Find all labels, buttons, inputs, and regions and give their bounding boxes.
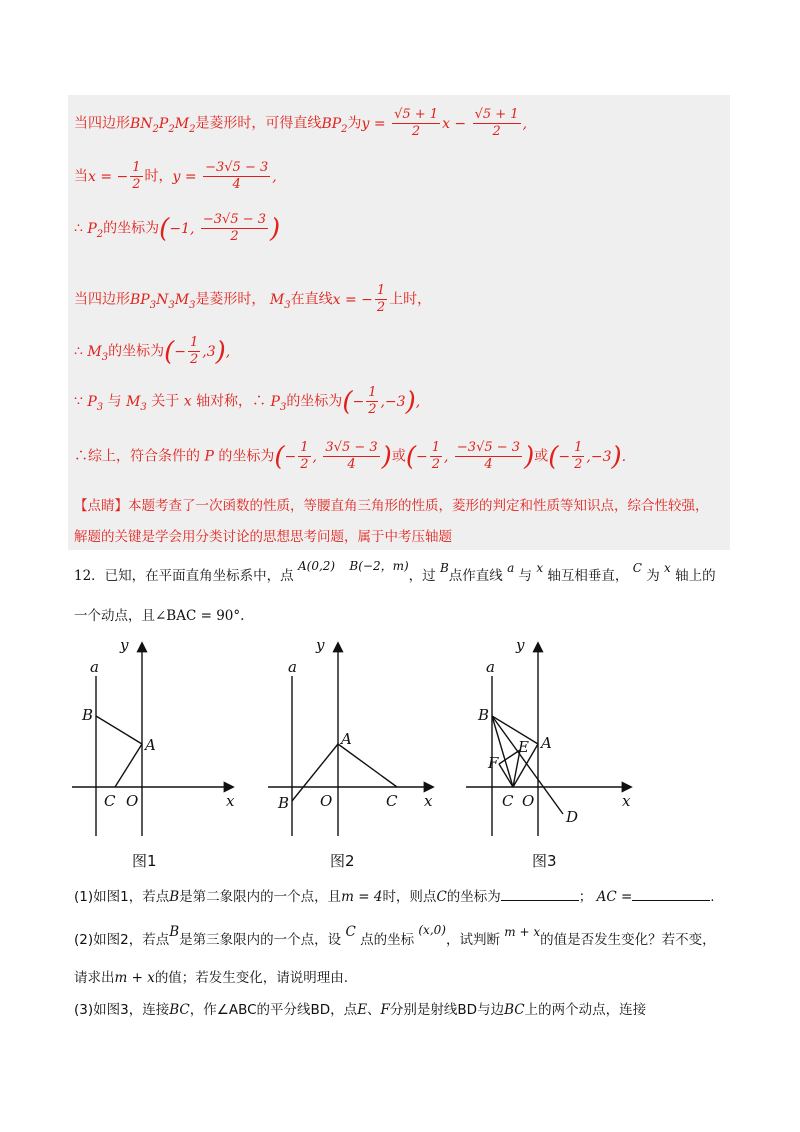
svg-text:C: C bbox=[104, 792, 116, 810]
svg-text:a: a bbox=[90, 658, 99, 676]
answer-blank-2[interactable] bbox=[632, 888, 710, 901]
solution-line-1: 当四边形$BN_2P_2M_2$是菱形时，可得直线$BP_2$为y = $\frac{√5 + 1}{2}$ x − $\frac{√5 + 1}{2}$ , bbox=[74, 107, 528, 139]
comment-line-2: 解题的关键是学会用分类讨论的思想思考问题，属于中考压轴题 bbox=[74, 529, 452, 545]
svg-text:x: x bbox=[424, 792, 433, 810]
question-line-1: 12．已知，在平面直角坐标系中，点 A(0,2) B(−2，m)，过 B点作直线 a 与 x 轴互相垂直， C 为 x 轴上的 bbox=[74, 559, 716, 584]
solution-line-5: ∴ $M_3$的坐标为(− $\frac{1}{2}$ ,3), bbox=[74, 335, 231, 367]
svg-text:C: C bbox=[502, 792, 514, 810]
svg-text:A: A bbox=[541, 734, 552, 752]
svg-text:B: B bbox=[278, 794, 290, 812]
svg-text:y: y bbox=[316, 636, 325, 654]
svg-text:x: x bbox=[622, 792, 631, 810]
solution-line-3: ∴ $P_2$的坐标为(−1, $\frac{-3√5 - 3}{2}$ ) bbox=[74, 212, 281, 244]
svg-text:B: B bbox=[478, 706, 490, 724]
figure-2-caption: 图2 bbox=[330, 852, 355, 870]
svg-text:F: F bbox=[488, 754, 499, 772]
svg-text:C: C bbox=[386, 792, 398, 810]
answer-blank-1[interactable] bbox=[501, 888, 579, 901]
figure-1-caption: 图1 bbox=[132, 852, 157, 870]
question-part-1: (1)如图1，若点B是第二象限内的一个点，且m = 4时，则点C的坐标为 ； AC = . bbox=[74, 889, 715, 905]
question-line-2: 一个动点，且∠BAC = 90°. bbox=[74, 608, 245, 624]
question-part-2-cont: 请求出m + x的值；若发生变化，请说明理由. bbox=[74, 970, 349, 986]
solution-line-4: 当四边形$BP_3N_3M_3$是菱形时， $M_3$在直线x = − $\frac{1}{2}$ 上时， bbox=[74, 283, 432, 315]
rhombus-name-1: $BN_2P_2M_2$ bbox=[130, 115, 196, 135]
svg-text:D: D bbox=[566, 808, 579, 826]
svg-text:O: O bbox=[126, 792, 139, 810]
solution-line-7: ∴综上，符合条件的 P 的坐标为(− $\frac{1}{2}$ , $\frac{3√5 - 3}{4}$ )或(− $\frac{1}{2}$ , $\frac{-3√5 - 3}{4}$ )或(− $\frac{1}{2}$ ,−3). bbox=[74, 440, 627, 472]
solution-line-2: 当x = − $\frac{1}{2}$ 时，y = $\frac{-3√5 - 3}{4}$ , bbox=[74, 160, 277, 192]
svg-text:E: E bbox=[518, 738, 529, 756]
svg-text:A: A bbox=[341, 730, 352, 748]
question-part-3: (3)如图3，连接BC，作∠ABC的平分线BD，点E、F分别是射线BD与边BC上的两个动点，连接 bbox=[74, 1002, 647, 1018]
question-part-2: (2)如图2，若点B是第三象限内的一个点，设 C 点的坐标 (x,0)，试判断 m + x的值是否发生变化？若不变， bbox=[74, 923, 716, 948]
svg-text:O: O bbox=[320, 792, 333, 810]
figure-3-caption: 图3 bbox=[532, 852, 557, 870]
svg-text:A: A bbox=[145, 736, 156, 754]
svg-text:a: a bbox=[486, 658, 495, 676]
svg-text:y: y bbox=[120, 636, 129, 654]
comment-line-1: 【点睛】本题考查了一次函数的性质，等腰直角三角形的性质，菱形的判定和性质等知识点，综合性较强， bbox=[74, 498, 709, 514]
svg-text:O: O bbox=[522, 792, 535, 810]
svg-text:B: B bbox=[82, 706, 94, 724]
svg-text:x: x bbox=[226, 792, 235, 810]
svg-text:y: y bbox=[516, 636, 525, 654]
figures-svg bbox=[0, 636, 800, 866]
svg-text:a: a bbox=[288, 658, 297, 676]
solution-line-6: ∵ $P_3$ 与 $M_3$ 关于 x 轴对称，∴ $P_3$的坐标为(− $\frac{1}{2}$ ,−3), bbox=[74, 385, 421, 417]
